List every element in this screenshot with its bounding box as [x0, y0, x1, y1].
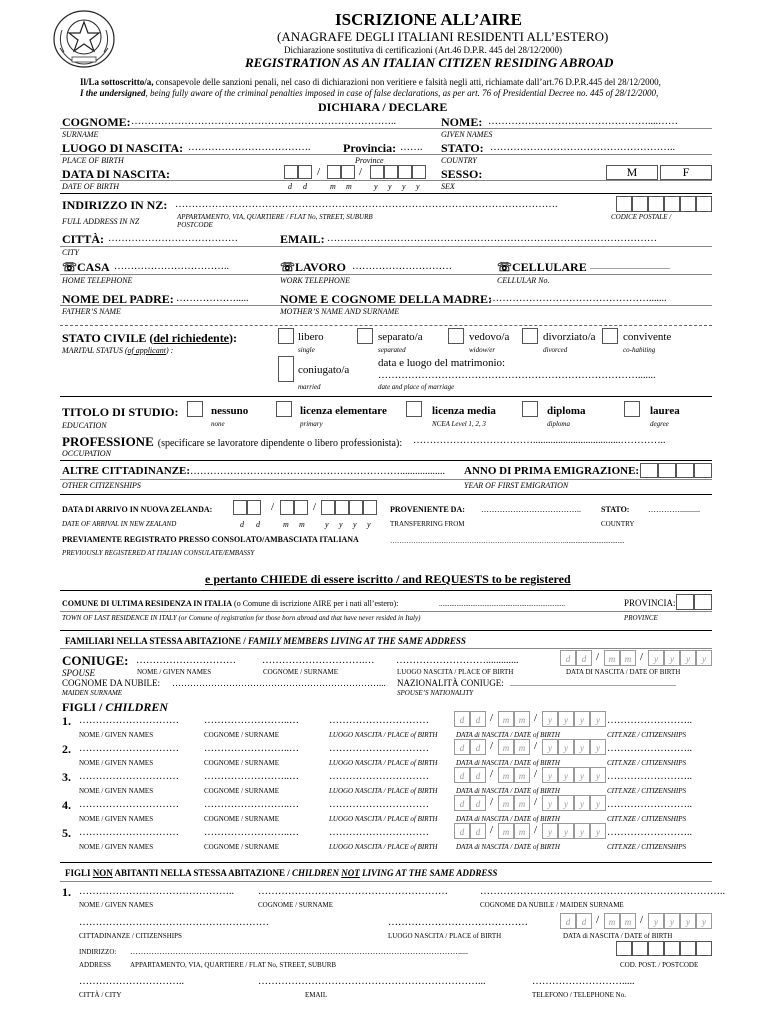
birth-day-2[interactable] [298, 165, 312, 179]
child-date-box[interactable]: y [574, 795, 590, 811]
arrival-month-1[interactable] [280, 500, 294, 515]
request-heading: e pertanto CHIEDE di essere iscritto / and REQUESTS to be registered [205, 572, 571, 586]
child-cognome-field[interactable]: ……………………..… [204, 743, 299, 754]
birth-month-2[interactable] [341, 165, 355, 179]
child-number: 1. [62, 714, 71, 728]
city-caption: CITY [62, 248, 79, 257]
arrival-month-2[interactable] [294, 500, 308, 515]
education-caption: EDUCATION [62, 421, 107, 430]
separato-checkbox[interactable] [357, 328, 373, 344]
cognome-field[interactable]: …………………………………………………………………….. [131, 116, 396, 127]
libero-checkbox[interactable] [278, 328, 294, 344]
phone-icon: ☏ [280, 260, 296, 274]
professione-label: PROFESSIONE (specificare se lavoratore dipendente o libero professionista): [62, 434, 403, 449]
child-number: 4. [62, 798, 71, 812]
child-date-box[interactable]: m [498, 711, 514, 727]
child-date-box[interactable]: m [514, 823, 530, 839]
arrival-year-4[interactable] [363, 500, 377, 515]
madre-field[interactable]: …………………………………………....... [489, 293, 667, 304]
country-arrival-caption: COUNTRY [601, 520, 635, 528]
child-luogo-field[interactable]: ………………………… [329, 799, 429, 810]
country-caption: COUNTRY [441, 156, 477, 165]
data-arrivo-label: DATA DI ARRIVO IN NUOVA ZELANDA: [62, 505, 213, 514]
child-date-box[interactable]: m [498, 823, 514, 839]
home-tel-caption: HOME TELEPHONE [62, 276, 133, 285]
page-subtitle: (ANAGRAFE DEGLI ITALIANI RESIDENTI ALL’ESTERO) [277, 29, 609, 44]
child-nome-field[interactable]: ………………………… [79, 743, 179, 754]
child-date-box[interactable]: d [454, 739, 470, 755]
comune-field[interactable]: ........................................................................ [439, 600, 565, 608]
child-date-box[interactable]: m [498, 767, 514, 783]
cellulare-field[interactable]: ........................................ [590, 262, 670, 271]
divorziato-checkbox[interactable] [522, 328, 538, 344]
postcode-box-5[interactable] [680, 196, 696, 212]
postcode-box-4[interactable] [664, 196, 680, 212]
email-field[interactable]: ……………………………………………………………………………………… [327, 233, 657, 244]
child-date-box[interactable]: y [542, 711, 558, 727]
not-living-heading: FIGLI NON ABITANTI NELLA STESSA ABITAZIONE / CHILDREN NOT LIVING AT THE SAME ADDRESS [65, 868, 498, 878]
nazionalita-field[interactable]: ................................................................................... [510, 679, 676, 688]
spouse-caption: SPOUSE [62, 668, 95, 678]
work-tel-caption: WORK TELEPHONE [280, 276, 350, 285]
child-date-box[interactable]: y [558, 795, 574, 811]
child-date-box[interactable]: y [558, 823, 574, 839]
child-date-box[interactable]: d [454, 795, 470, 811]
child-number: 2. [62, 742, 71, 756]
child-luogo-field[interactable]: ………………………… [329, 743, 429, 754]
stato-arrivo-label: STATO: [601, 505, 630, 514]
altre-cittadinanze-field[interactable]: ……………………………………………………….................. [190, 466, 445, 477]
child-citt-field[interactable]: …………………….. [607, 827, 692, 838]
arrival-year-2[interactable] [335, 500, 349, 515]
child-date-box[interactable]: m [498, 795, 514, 811]
nl-postcode-box-6[interactable] [696, 941, 712, 956]
nl-citta-field[interactable]: ………………………….. [79, 976, 184, 987]
child-citt-field[interactable]: …………………….. [607, 715, 692, 726]
child-date-box[interactable]: y [558, 739, 574, 755]
married-caption: married [298, 383, 321, 391]
stato-civile-label: STATO CIVILE (del richiedente): [62, 331, 238, 345]
vedovo-checkbox[interactable] [448, 328, 464, 344]
nl-postcode-box-1[interactable] [616, 941, 632, 956]
birth-day-1[interactable] [284, 165, 298, 179]
province-request-caption: PROVINCE [624, 614, 658, 622]
date-place-caption: date and place of marriage [378, 383, 455, 391]
cognome-label: COGNOME: [62, 115, 131, 129]
child-date-box[interactable]: d [470, 767, 486, 783]
birth-month-1[interactable] [327, 165, 341, 179]
given-names-caption: GIVEN NAMES [441, 130, 493, 139]
nl-luogo-field[interactable]: …………………………………… [388, 917, 528, 928]
stato-label: STATO: [441, 141, 484, 155]
nome-label: NOME: [441, 115, 483, 129]
coniuge-label: CONIUGE: [62, 653, 129, 668]
occupation-caption: OCCUPATION [62, 449, 111, 458]
sex-m-box[interactable]: M [606, 165, 658, 180]
provincia-label: Provincia: [343, 141, 397, 155]
titolo-studio-label: TITOLO DI STUDIO: [62, 405, 179, 419]
postcode-box-3[interactable] [648, 196, 664, 212]
republic-emblem-icon [50, 8, 118, 70]
convivente-checkbox[interactable] [602, 328, 618, 344]
nl-indirizzo-label: INDIRIZZO: [79, 948, 117, 956]
child-date-box[interactable]: m [498, 739, 514, 755]
child-date-box[interactable]: d [470, 711, 486, 727]
indirizzo-field[interactable]: ……………………………………………………………………………………………………. [175, 199, 558, 210]
postcode-box-6[interactable] [696, 196, 712, 212]
child-cognome-field[interactable]: ……………………..… [204, 799, 299, 810]
child-date-box[interactable]: d [454, 767, 470, 783]
child-date-box[interactable]: d [470, 823, 486, 839]
place-of-birth-caption: PLACE OF BIRTH [62, 156, 124, 165]
child-date-box[interactable]: y [574, 711, 590, 727]
coniugato-checkbox[interactable] [278, 356, 294, 382]
padre-label: NOME DEL PADRE: [62, 292, 174, 306]
intro-english: I the undersigned, being fully aware of the criminal penalties imposed in case of false declarations, as per art. 76 of Presidential Decree no. 445 of 28/12/2000, [80, 88, 659, 98]
child-date-box[interactable]: y [542, 823, 558, 839]
previously-caption: PREVIOUSLY REGISTERED AT ITALIAN CONSULATE/EMBASSY [62, 549, 255, 557]
child-cognome-field[interactable]: ……………………..… [204, 771, 299, 782]
provincia-box-1[interactable] [676, 594, 694, 610]
year-box-3[interactable] [676, 463, 694, 478]
padre-field[interactable]: ………………..... [176, 293, 249, 304]
diploma-checkbox[interactable] [522, 401, 538, 417]
cognome-nubile-field[interactable]: ……………………………………………………………... [172, 678, 386, 688]
child-luogo-field[interactable]: ………………………… [329, 771, 429, 782]
proveniente-field[interactable]: ……………………………….. [481, 505, 581, 514]
child-number: 5. [62, 826, 71, 840]
child-date-box[interactable]: y [542, 795, 558, 811]
stato-field[interactable]: ……………………………………………….. [490, 142, 675, 153]
child-citt-field[interactable]: …………………….. [607, 799, 692, 810]
email-label: EMAIL: [280, 232, 325, 246]
nl-cittadinanze-field[interactable]: ………………………………………………… [79, 917, 269, 928]
child-date-box[interactable]: m [514, 739, 530, 755]
previamente-field[interactable]: ………………………………………………………………….................................. [390, 537, 625, 545]
family-heading: FAMILIARI NELLA STESSA ABITAZIONE / FAMILY MEMBERS LIVING AT THE SAME ADDRESS [65, 636, 466, 646]
arrival-caption: DATE OF ARRIVAL IN NEW ZEALAND [62, 520, 177, 528]
child-date-box[interactable]: d [454, 823, 470, 839]
child-cognome-field[interactable]: ……………………..… [204, 827, 299, 838]
data-nascita-label: DATA DI NASCITA: [62, 167, 171, 181]
other-citizenships-caption: OTHER CITIZENSHIPS [62, 481, 141, 490]
sex-f-box[interactable]: F [660, 165, 712, 180]
postcode-box-1[interactable] [616, 196, 632, 212]
nl-postcode-box-5[interactable] [680, 941, 696, 956]
matrimonio-label: data e luogo del matrimonio: [378, 357, 506, 369]
surname-caption: SURNAME [62, 130, 99, 139]
casa-field[interactable]: …………………………….. [114, 261, 229, 272]
town-caption: TOWN OF LAST RESIDENCE IN ITALY (or Comune of registration for those born abroad and that have never resided in Italy) [62, 614, 421, 622]
declare-heading: DICHIARA / DECLARE [318, 100, 448, 114]
codice-postale-caption: CODICE POSTALE / [611, 213, 672, 221]
child-date-box[interactable]: m [514, 711, 530, 727]
casa-label: ☏CASA [62, 260, 110, 274]
arrival-year-3[interactable] [349, 500, 363, 515]
previamente-label: PREVIAMENTE REGISTRATO PRESSO CONSOLATO/AMBASCIATA ITALIANA [62, 535, 359, 544]
laurea-checkbox[interactable] [624, 401, 640, 417]
cellular-caption: CELLULAR No. [497, 276, 550, 285]
nl-cognome-field[interactable]: ………………………………………………… [258, 886, 448, 897]
lavoro-label: ☏LAVORO [280, 260, 346, 274]
luogo-nascita-field[interactable]: ………………………………. [188, 142, 311, 153]
matrimonio-field[interactable]: ……………………………………………………………………....... [378, 370, 656, 381]
year-box-4[interactable] [694, 463, 712, 478]
cellulare-label: ☏CELLULARE [497, 260, 587, 274]
child-date-box[interactable]: y [558, 711, 574, 727]
citta-field[interactable]: ………………………………… [108, 233, 238, 244]
child-citt-field[interactable]: …………………….. [607, 771, 692, 782]
address-hint: APPARTAMENTO, VIA, QUARTIERE / FLAT No, STREET, SUBURB [177, 213, 373, 221]
altre-cittadinanze-label: ALTRE CITTADINANZE: [62, 465, 191, 477]
fathers-name-caption: FATHER’S NAME [62, 307, 121, 316]
child-citt-field[interactable]: …………………….. [607, 743, 692, 754]
sesso-label: SESSO: [441, 167, 483, 181]
coniuge-luogo-field[interactable]: ………………………............. [396, 655, 519, 666]
nessuno-checkbox[interactable] [187, 401, 203, 417]
arrival-year-1[interactable] [321, 500, 335, 515]
declaration-note: Dichiarazione sostitutiva di certificazioni (Art.46 D.P.R. 445 del 28/12/2000) [284, 45, 562, 55]
nl-nome-field[interactable]: ……………………………………….. [79, 886, 234, 897]
year-box-2[interactable] [658, 463, 676, 478]
phone-icon: ☏ [497, 260, 513, 274]
figli-heading: FIGLI / CHILDREN [62, 700, 169, 714]
child-luogo-field[interactable]: ………………………… [329, 715, 429, 726]
nl-nubile-field[interactable]: ……………………………………………………………….. [480, 886, 725, 897]
child-nome-field[interactable]: ………………………… [79, 771, 179, 782]
cognome-nubile-label: COGNOME DA NUBILE: [62, 678, 160, 688]
indirizzo-label: INDIRIZZO IN NZ: [62, 198, 168, 212]
child-date-box[interactable]: m [514, 767, 530, 783]
nl-postcode-box-2[interactable] [632, 941, 648, 956]
birth-year-4[interactable] [412, 165, 426, 179]
provincia-field[interactable]: ……. [400, 142, 423, 153]
child-nome-field[interactable]: ………………………… [79, 827, 179, 838]
arrival-day-1[interactable] [233, 500, 247, 515]
province-caption: Province [355, 156, 384, 165]
title-english: REGISTRATION AS AN ITALIAN CITIZEN RESIDING ABROAD [245, 55, 614, 70]
postcode-box-2[interactable] [632, 196, 648, 212]
nl-postcode-box-3[interactable] [648, 941, 664, 956]
luogo-nascita-label: LUOGO DI NASCITA: [62, 141, 184, 155]
child-date-box[interactable]: m [514, 795, 530, 811]
media-checkbox[interactable] [406, 401, 422, 417]
lavoro-field[interactable]: ………………………… [352, 261, 452, 272]
birth-year-1[interactable] [370, 165, 384, 179]
child-date-box[interactable]: y [574, 767, 590, 783]
nl-telefono-field[interactable]: ………………………..... [532, 976, 635, 987]
sex-caption: SEX [441, 182, 455, 191]
provincia-box-2[interactable] [694, 594, 712, 610]
marital-status-caption: MARITAL STATUS (of applicant) : [62, 346, 174, 355]
child-date-box[interactable]: y [558, 767, 574, 783]
arrival-day-2[interactable] [247, 500, 261, 515]
child-date-box[interactable]: y [574, 823, 590, 839]
coniuge-cognome-field[interactable]: ………………………….… [262, 655, 375, 666]
child-date-box[interactable]: y [590, 795, 606, 811]
transferring-caption: TRANSFERRING FROM [390, 520, 465, 528]
date-of-birth-caption: DATE OF BIRTH [62, 182, 120, 191]
postcode-caption: POSTCODE [177, 221, 213, 229]
coniuge-nome-field[interactable]: ………………………… [136, 655, 236, 666]
birth-year-3[interactable] [398, 165, 412, 179]
page-title: ISCRIZIONE ALL’AIRE [335, 10, 522, 29]
phone-icon: ☏ [62, 260, 78, 274]
elementare-checkbox[interactable] [276, 401, 292, 417]
child-luogo-field[interactable]: ………………………… [329, 827, 429, 838]
anno-emigrazione-label: ANNO DI PRIMA EMIGRAZIONE: [464, 465, 640, 477]
comune-label: COMUNE DI ULTIMA RESIDENZA IN ITALIA (o Comune di iscrizione AIRE per i nati all’estero): [62, 599, 399, 608]
nome-field[interactable]: …………………………………………....…… [488, 116, 678, 127]
child-nome-field[interactable]: ………………………… [79, 715, 179, 726]
year-box-1[interactable] [640, 463, 658, 478]
child-date-box[interactable]: y [574, 739, 590, 755]
year-emigration-caption: YEAR OF FIRST EMIGRATION [464, 481, 569, 490]
nazionalita-label: NAZIONALITÀ CONIUGE: [397, 678, 504, 688]
provincia-request-label: PROVINCIA: [624, 598, 676, 608]
professione-field[interactable]: ………………………………...................................………….. [413, 435, 666, 446]
citta-label: CITTÀ: [62, 232, 105, 246]
madre-label: NOME E COGNOME DELLA MADRE: [280, 292, 493, 306]
nl-indirizzo-field[interactable]: ……………………………………………………………………………………………………………..... [130, 947, 468, 956]
child-date-box[interactable]: y [590, 739, 606, 755]
child-date-box[interactable]: y [542, 767, 558, 783]
full-address-caption: FULL ADDRESS IN NZ [62, 217, 140, 226]
proveniente-label: PROVENIENTE DA: [390, 505, 465, 514]
child-date-box[interactable]: y [542, 739, 558, 755]
nl-postcode-box-4[interactable] [664, 941, 680, 956]
intro-italian: Il/La sottoscritto/a, consapevole delle sanzioni penali, nel caso di dichiarazioni non veritiere e falsità negli atti, richiamate dall’art.76 D.P.R.445 del 28/12/2000, [80, 77, 661, 87]
child-date-box[interactable]: y [590, 767, 606, 783]
birth-year-2[interactable] [384, 165, 398, 179]
child-nome-field[interactable]: ………………………… [79, 799, 179, 810]
stato-arrivo-field[interactable]: ………….......... [648, 505, 700, 514]
nl-email-field[interactable]: …………………………………………………………... [258, 976, 486, 987]
child-date-box[interactable]: y [590, 823, 606, 839]
child-date-box[interactable]: d [470, 795, 486, 811]
mothers-name-caption: MOTHER’S NAME AND SURNAME [280, 307, 400, 316]
child-number: 3. [62, 770, 71, 784]
child-cognome-field[interactable]: ……………………..… [204, 715, 299, 726]
child-date-box[interactable]: y [590, 711, 606, 727]
child-date-box[interactable]: d [454, 711, 470, 727]
child-date-box[interactable]: d [470, 739, 486, 755]
